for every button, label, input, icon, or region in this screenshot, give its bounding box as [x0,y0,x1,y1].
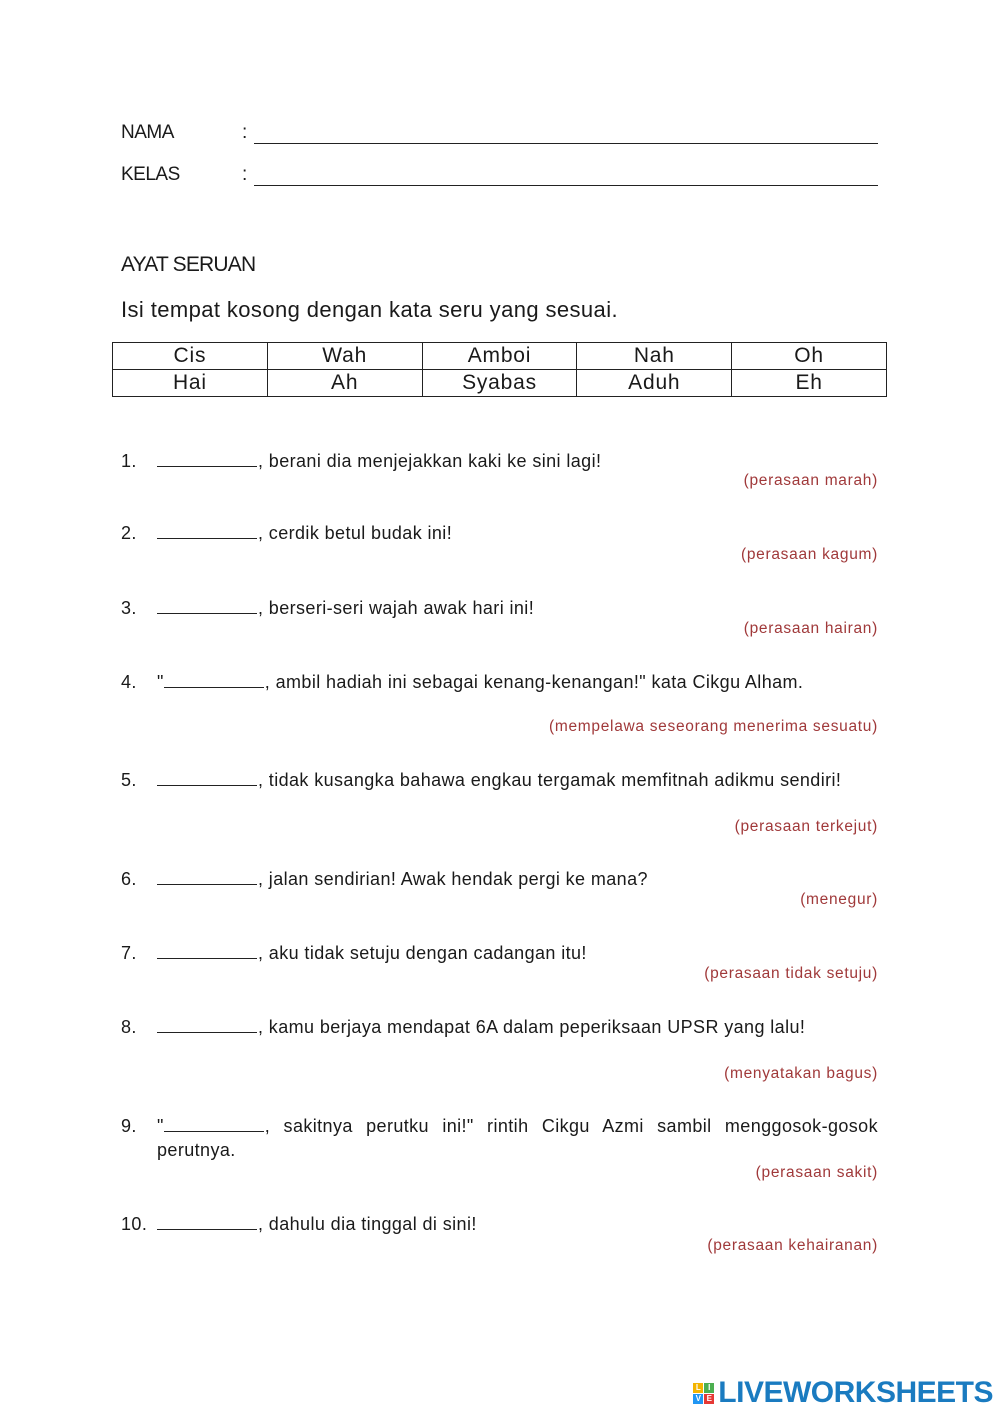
class-input-line[interactable] [254,185,878,186]
answer-blank[interactable] [157,868,257,885]
question-text: , ambil hadiah ini sebagai kenang-kenangan!" kata Cikgu Alham. [264,672,804,692]
question-hint: (perasaan terkejut) [734,818,878,835]
word-cell: Ah [267,370,422,397]
question-6 [121,867,878,891]
question-number: 3. [121,598,137,618]
word-cell: Aduh [577,370,732,397]
question-number: 10. [121,1214,148,1234]
question-text: , kamu berjaya mendapat 6A dalam peperiksaan UPSR yang lalu! [258,1017,806,1037]
question-number: 1. [121,451,137,471]
question-hint: (menyatakan bagus) [724,1065,878,1082]
question-number: 9. [121,1116,137,1136]
question-number: 8. [121,1017,137,1037]
question-7 [121,941,878,965]
word-cell: Syabas [422,370,577,397]
question-number: 5. [121,770,137,790]
worksheet-title: AYAT SERUAN [121,253,256,276]
question-text: , aku tidak setuju dengan cadangan itu! [258,943,587,963]
question-10 [121,1212,878,1236]
question-text: , tidak kusangka bahawa engkau tergamak memfitnah adikmu sendiri! [258,770,842,790]
answer-blank[interactable] [164,1115,264,1132]
question-2 [121,521,878,545]
name-input-line[interactable] [254,143,878,144]
logo-text: LIVEWORKSHEETS [718,1376,993,1409]
question-text: , sakitnya perutku ini!" rintih Cikgu Azmi sambil menggosok-gosok perutnya. [157,1116,878,1160]
question-hint: (perasaan marah) [743,472,878,489]
question-5 [121,768,878,792]
question-text: , dahulu dia tinggal di sini! [258,1214,477,1234]
answer-blank[interactable] [157,942,257,959]
word-cell: Oh [732,343,887,370]
answer-blank[interactable] [157,769,257,786]
class-colon: : [242,164,248,185]
question-hint: (perasaan hairan) [743,620,878,637]
instruction-text: Isi tempat kosong dengan kata seru yang sesuai. [121,297,618,322]
question-9 [121,1114,878,1162]
question-hint: (menegur) [800,891,878,908]
question-4 [121,670,878,694]
word-cell: Cis [113,343,268,370]
answer-blank[interactable] [157,1213,257,1230]
class-label: KELAS [121,164,180,185]
question-number: 7. [121,943,137,963]
name-label: NAMA [121,122,174,143]
question-number: 2. [121,523,137,543]
question-hint: (perasaan tidak setuju) [704,965,878,982]
question-1 [121,449,878,473]
word-cell: Eh [732,370,887,397]
question-prefix: " [157,1116,164,1136]
answer-blank[interactable] [164,671,264,688]
word-cell: Hai [113,370,268,397]
liveworksheets-logo[interactable] [693,1378,993,1408]
question-8 [121,1015,878,1039]
question-hint: (perasaan kehairanan) [707,1237,878,1254]
question-text: , jalan sendirian! Awak hendak pergi ke mana? [258,869,648,889]
logo-mark-icon: L I V E [693,1383,714,1404]
word-cell: Nah [577,343,732,370]
word-cell: Wah [267,343,422,370]
question-hint: (mempelawa seseorang menerima sesuatu) [549,718,878,735]
word-bank-row [113,343,887,370]
word-bank-row [113,370,887,397]
question-text: , cerdik betul budak ini! [258,523,453,543]
name-colon: : [242,122,248,143]
answer-blank[interactable] [157,597,257,614]
answer-blank[interactable] [157,1016,257,1033]
question-text: , berseri-seri wajah awak hari ini! [258,598,535,618]
question-text: , berani dia menjejakkan kaki ke sini lagi! [258,451,602,471]
word-cell: Amboi [422,343,577,370]
question-hint: (perasaan kagum) [741,546,878,563]
question-3 [121,596,878,620]
question-hint: (perasaan sakit) [755,1164,878,1181]
answer-blank[interactable] [157,450,257,467]
question-number: 4. [121,672,137,692]
question-prefix: " [157,672,164,692]
answer-blank[interactable] [157,522,257,539]
word-bank-table [112,342,887,397]
question-number: 6. [121,869,137,889]
